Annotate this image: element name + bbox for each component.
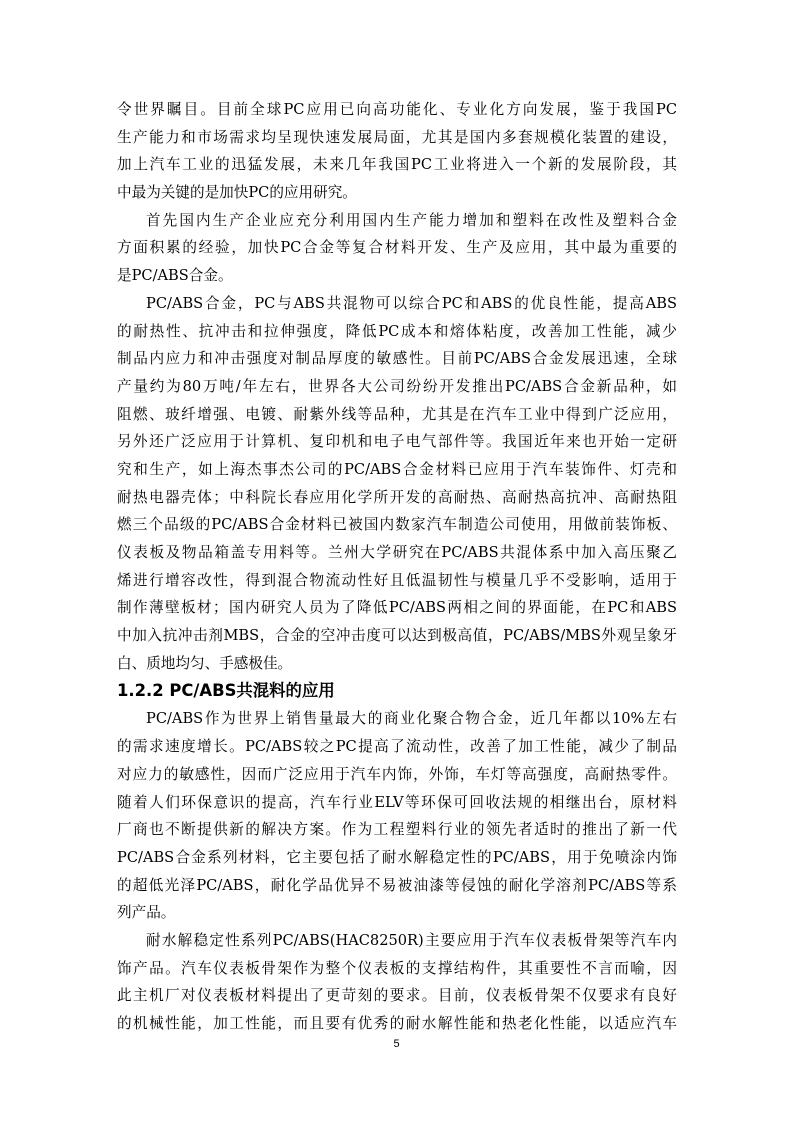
text-line: 随着人们环保意识的提高，汽车行业ELV等环保可回收法规的相继出台，原材料: [117, 793, 677, 811]
text-line: 中最为关键的是加快PC的应用研究。: [117, 184, 357, 202]
text-line: 令世界瞩目。目前全球PC应用已向高功能化、专业化方向发展，鉴于我国PC: [117, 101, 677, 118]
text-line: 烯进行增容改性，得到混合物流动性好且低温韧性与模量几乎不受影响，适用于: [117, 571, 677, 589]
page-content: [117, 96, 677, 1038]
paragraph-pc-abs-alloy: [117, 290, 677, 678]
text-line: 的超低光泽PC/ABS，耐化学品优异不易被油漆等侵蚀的耐化学溶剂PC/ABS等系: [117, 876, 677, 894]
text-line: 的需求速度增长。PC/ABS较之PC提高了流动性，改善了加工性能，减少了制品: [117, 738, 677, 756]
paragraph-pc-development: [117, 96, 677, 207]
text-line: 另外还广泛应用于计算机、复印机和电子电气部件等。我国近年来也开始一定研: [117, 433, 677, 451]
text-line: 仪表板及物品箱盖专用料等。兰州大学研究在PC/ABS共混体系中加入高压聚乙: [117, 544, 677, 561]
page-number: 5: [393, 1038, 400, 1050]
text-line: 此主机厂对仪表板材料提出了更苛刻的要求。目前，仪表板骨架不仅要求有良好: [117, 987, 677, 1005]
section-heading: 1.2.2 PC/ABS共混料的应用: [117, 681, 335, 701]
text-line: 中加入抗冲击剂MBS，合金的空冲击度可以达到极高值，PC/ABS/MBS外观呈象牙: [117, 627, 677, 645]
text-line: 燃三个品级的PC/ABS合金材料已被国内数家汽车制造公司使用，用做前装饰板、: [117, 516, 677, 534]
paragraph-domestic-producers: [117, 207, 677, 290]
text-line: 耐水解稳定性系列PC/ABS(HAC8250R)主要应用于汽车仪表板骨架等汽车内: [146, 931, 677, 949]
text-line: 阻燃、玻纤增强、电镀、耐紫外线等品种，尤其是在汽车工业中得到广泛应用，: [117, 405, 677, 423]
text-line: 厂商也不断提供新的解决方案。作为工程塑料行业的领先者适时的推出了新一代: [117, 821, 677, 839]
text-line: 生产能力和市场需求均呈现快速发展局面，尤其是国内多套规模化装置的建设，: [117, 128, 677, 146]
text-line: 制品内应力和冲击强度对制品厚度的敏感性。目前PC/ABS合金发展迅速，全球: [117, 350, 677, 368]
text-line: 的机械性能，加工性能，而且要有优秀的耐水解性能和热老化性能，以适应汽车: [117, 1015, 677, 1032]
text-line: PC/ABS合金，PC与ABS共混物可以综合PC和ABS的优良性能，提高ABS: [146, 294, 677, 312]
text-line: 白、质地均匀、手感极佳。: [117, 654, 293, 672]
text-line: 首先国内生产企业应充分利用国内生产能力增加和塑料在改性及塑料合金: [146, 211, 677, 229]
text-line: 加上汽车工业的迅猛发展，未来几年我国PC工业将进入一个新的发展阶段，其: [117, 156, 677, 174]
paragraph-hydrolysis-stable: [117, 927, 677, 1038]
text-line: 列产品。: [117, 904, 176, 922]
text-line: 饰产品。汽车仪表板骨架作为整个仪表板的支撑结构件，其重要性不言而喻，因: [117, 959, 677, 977]
text-line: 制作薄壁板材；国内研究人员为了降低PC/ABS两相之间的界面能，在PC和ABS: [117, 599, 677, 617]
text-line: PC/ABS合金系列材料，它主要包括了耐水解稳定性的PC/ABS，用于免喷涂内饰: [117, 848, 677, 866]
text-line: 方面积累的经验，加快PC合金等复合材料开发、生产及应用，其中最为重要的: [117, 239, 677, 257]
text-line: 究和生产，如上海杰事杰公司的PC/ABS合金材料已应用于汽车装饰件、灯壳和: [117, 460, 677, 478]
text-line: 产量约为80万吨/年左右，世界各大公司纷纷开发推出PC/ABS合金新品种，如: [117, 377, 677, 395]
paragraph-pc-abs-application: [117, 705, 677, 927]
text-line: 对应力的敏感性，因而广泛应用于汽车内饰，外饰，车灯等高强度，高耐热零件。: [117, 765, 677, 783]
text-line: PC/ABS作为世界上销售量最大的商业化聚合物合金，近几年都以10%左右: [146, 710, 677, 728]
text-line: 耐热电器壳体；中科院长春应用化学所开发的高耐热、高耐热高抗冲、高耐热阻: [117, 488, 677, 506]
text-line: 是PC/ABS合金。: [117, 267, 233, 285]
text-line: 的耐热性、抗冲击和拉伸强度，降低PC成本和熔体粘度，改善加工性能，减少: [117, 322, 677, 340]
